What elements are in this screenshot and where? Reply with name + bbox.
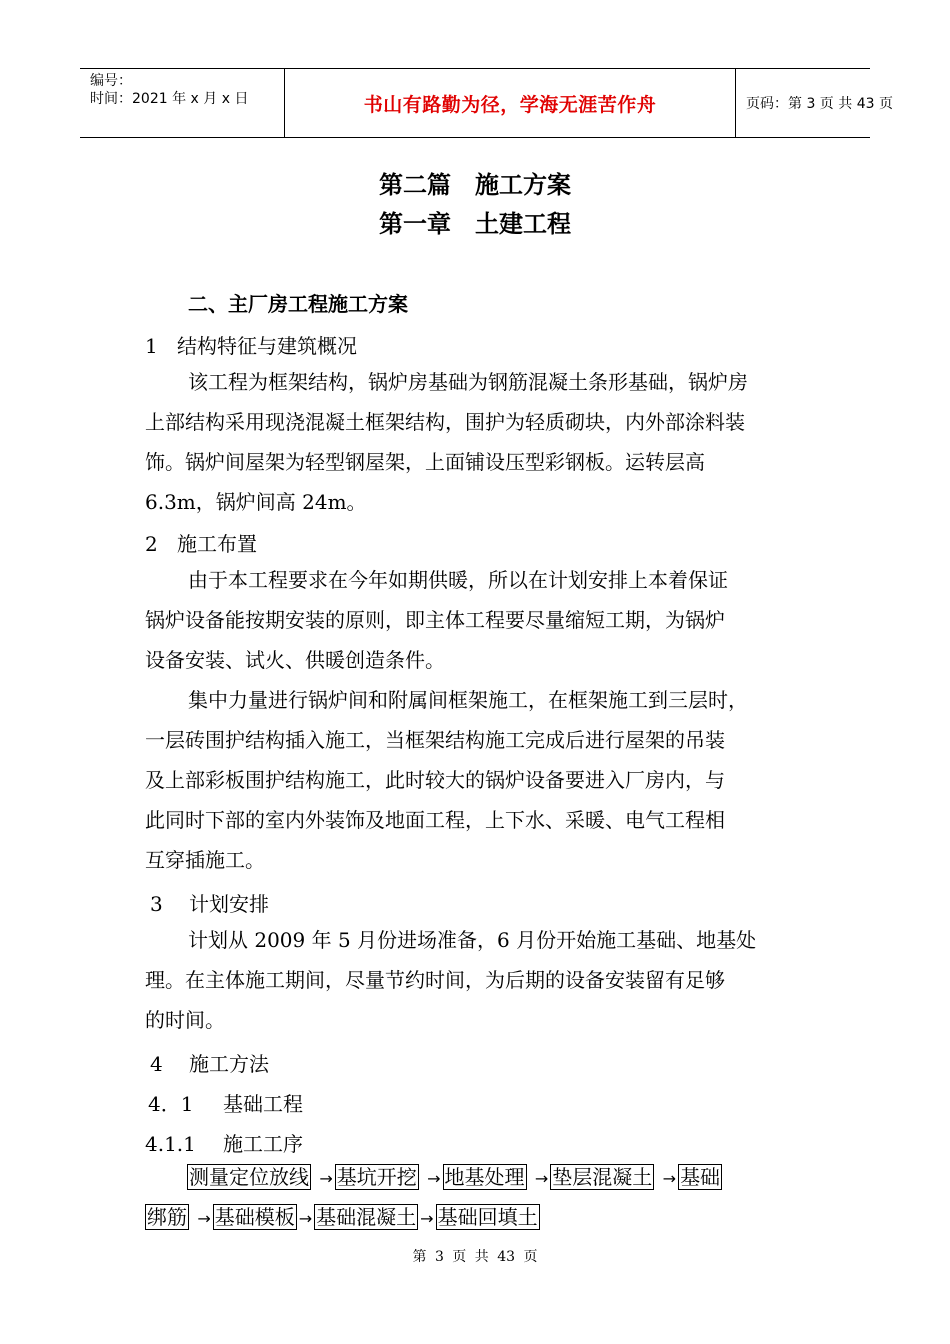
- heading-2: [145, 528, 257, 557]
- section-heading: 二、主厂房工程施工方案: [188, 292, 408, 316]
- text-line: 饰。锅炉间屋架为轻型钢屋架，上面铺设压型彩钢板。运转层高: [145, 450, 705, 474]
- arrow-right-icon: →: [420, 1209, 434, 1228]
- text-line: 该工程为框架结构，锅炉房基础为钢筋混凝土条形基础，锅炉房: [188, 370, 748, 394]
- part-name: 施工方案: [475, 171, 571, 199]
- process-flow-row-1: [187, 1164, 722, 1192]
- text-line: 计划从 2009 年 5 月份进场准备，6 月份开始施工基础、地基处: [188, 928, 757, 952]
- arrow-right-icon: →: [534, 1169, 549, 1188]
- chapter-name: 土建工程: [475, 210, 571, 238]
- motto-text: 书山有路勤为径，学海无涯苦作舟: [363, 93, 657, 116]
- paragraph-structure: [145, 362, 815, 522]
- heading-4-title: 施工方法: [189, 1052, 269, 1076]
- heading-4-1-1-number: 4.1.1: [145, 1132, 196, 1156]
- flow-step: 垫层混凝土: [552, 1165, 653, 1189]
- heading-4-1-number: 4．1: [148, 1092, 194, 1116]
- flow-step: 基础混凝土: [316, 1205, 417, 1229]
- arrow-right-icon: →: [197, 1209, 211, 1228]
- header-left-cell: [80, 69, 284, 137]
- heading-4-1-title: 基础工程: [223, 1092, 303, 1116]
- part-title: [0, 165, 950, 200]
- heading-1-title: 结构特征与建筑概况: [177, 334, 357, 358]
- heading-3-title: 计划安排: [189, 892, 269, 916]
- heading-4: [150, 1048, 269, 1077]
- chapter-title: [0, 204, 950, 239]
- part-number: 第二篇: [379, 171, 451, 199]
- text-line: 设备安装、试火、供暖创造条件。: [145, 648, 445, 672]
- flow-step: 基础模板: [214, 1205, 295, 1229]
- paragraph-schedule: [145, 920, 815, 1040]
- arrow-right-icon: →: [427, 1169, 441, 1188]
- text-line: 此同时下部的室内外装饰及地面工程，上下水、采暖、电气工程相: [145, 808, 725, 832]
- text-line: 互穿插施工。: [145, 848, 265, 872]
- paragraph-layout-2: [145, 680, 815, 880]
- heading-4-number: 4: [150, 1052, 163, 1076]
- heading-4-1-1-title: 施工工序: [223, 1132, 303, 1156]
- text-line: 的时间。: [145, 1008, 225, 1032]
- flow-step: 地基处理: [444, 1165, 525, 1189]
- flow-step: 测量定位放线: [189, 1165, 309, 1189]
- paragraph-layout-1: [145, 560, 815, 680]
- header-motto-cell: [284, 69, 736, 137]
- text-line: 6.3m，锅炉间高 24m。: [145, 490, 367, 514]
- text-line: 上部结构采用现浇混凝土框架结构，围护为轻质砌块，内外部涂料装: [145, 410, 745, 434]
- arrow-right-icon: →: [298, 1209, 313, 1228]
- heading-3-number: 3: [150, 892, 163, 916]
- number-label: 编号：: [90, 73, 132, 89]
- chapter-number: 第一章: [379, 210, 451, 238]
- text-line: 及上部彩板围护结构施工，此时较大的锅炉设备要进入厂房内，与: [145, 768, 725, 792]
- flow-step: 基础: [680, 1165, 721, 1189]
- text-line: 一层砖围护结构插入施工，当框架结构施工完成后进行屋架的吊装: [145, 728, 725, 752]
- heading-1-number: 1: [145, 334, 158, 358]
- page-header: [80, 68, 893, 138]
- text-line: 理。在主体施工期间，尽量节约时间，为后期的设备安装留有足够: [145, 968, 725, 992]
- text-line: 由于本工程要求在今年如期供暖，所以在计划安排上本着保证: [188, 568, 728, 592]
- time-label: 时间：2021 年 x 月 x 日: [90, 91, 249, 107]
- text-line: 集中力量进行锅炉间和附属间框架施工，在框架施工到三层时，: [188, 688, 748, 712]
- arrow-right-icon: →: [662, 1169, 677, 1188]
- flow-step: 基坑开挖: [336, 1165, 417, 1189]
- heading-2-title: 施工布置: [177, 532, 257, 556]
- heading-1: [145, 330, 357, 359]
- heading-4-1: [148, 1088, 303, 1117]
- page-footer: 第 3 页 共 43 页: [412, 1249, 538, 1265]
- flow-step: 基础回填土: [437, 1205, 538, 1229]
- page-info: 页码：第 3 页 共 43 页: [746, 96, 893, 112]
- heading-3: [150, 888, 269, 917]
- flow-step: 绑筋: [147, 1205, 187, 1229]
- heading-4-1-1: [145, 1128, 303, 1157]
- arrow-right-icon: →: [319, 1169, 333, 1188]
- process-flow-row-2: [145, 1204, 540, 1232]
- text-line: 锅炉设备能按期安装的原则，即主体工程要尽量缩短工期，为锅炉: [145, 608, 725, 632]
- heading-2-number: 2: [145, 532, 158, 556]
